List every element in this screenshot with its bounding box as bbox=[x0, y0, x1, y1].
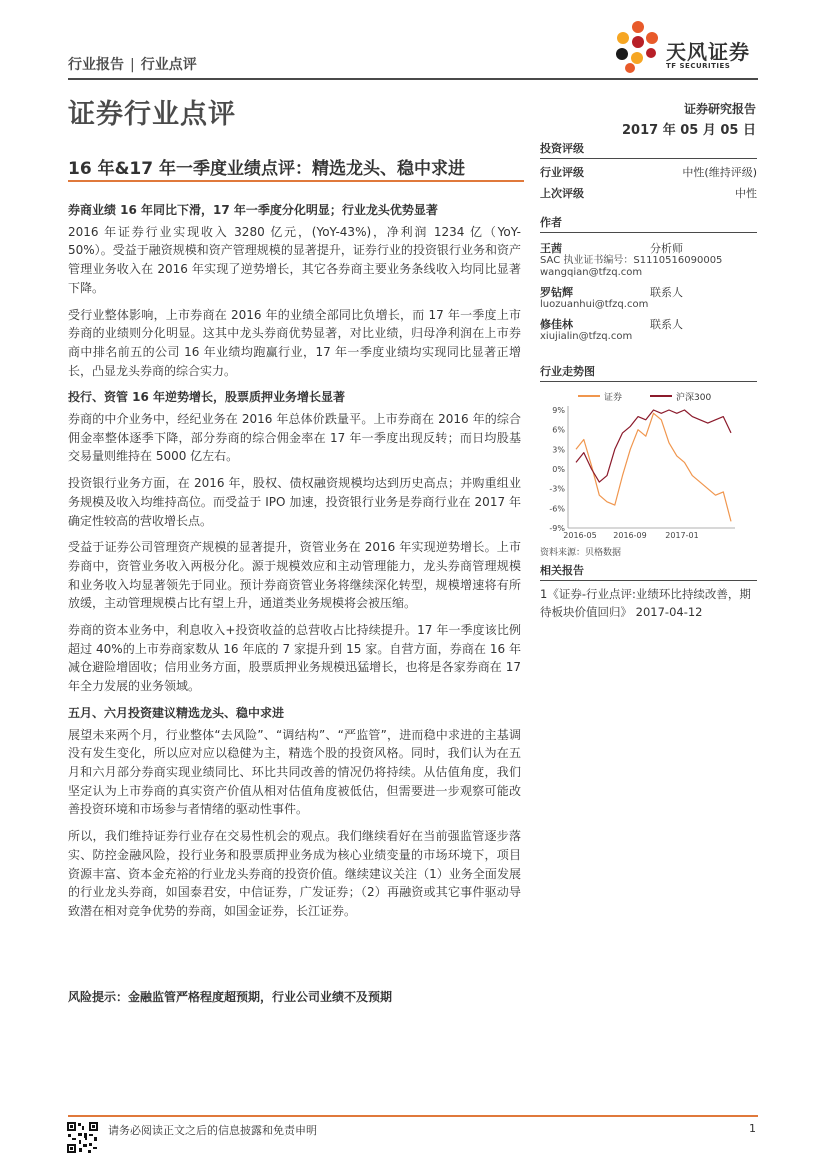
related-report-link[interactable]: 1《证券-行业点评:业绩环比持续改善，期待板块价值回归》 2017-04-12 bbox=[540, 587, 751, 619]
rating-panel bbox=[540, 140, 757, 201]
analyst-email[interactable]: luozuanhui@tfzq.com bbox=[540, 299, 649, 310]
qr-code-icon bbox=[66, 1121, 99, 1154]
trend-chart bbox=[540, 382, 757, 542]
legend-label: 沪深300 bbox=[676, 393, 712, 403]
rating-row bbox=[540, 164, 757, 180]
footer-divider bbox=[68, 1115, 758, 1117]
analyst-name: 王茜 bbox=[540, 242, 562, 255]
paragraph: 受行业整体影响，上市券商在 2016 年的业绩全部同比负增长，而 17 年一季度上市券商的业绩则分化明显。这其中龙头券商优势显著，对比业绩，归母净利润在上市券商中排名前五的公司 16 年业绩均跑赢行业，17 年一季度业绩均实现同比显著正增长，凸显龙头券商的综合实力。 bbox=[68, 307, 521, 378]
chart-source: 资料来源：贝格数据 bbox=[540, 548, 622, 558]
legend-label: 证券 bbox=[604, 393, 623, 403]
y-tick-label: 0% bbox=[552, 465, 565, 474]
y-tick-label: -6% bbox=[549, 504, 565, 514]
analyst-role: 联系人 bbox=[650, 286, 683, 299]
report-date: 2017 年 05 月 05 日 bbox=[622, 123, 756, 138]
chart-heading: 行业走势图 bbox=[540, 363, 757, 382]
breadcrumb-category: 行业点评 bbox=[140, 57, 197, 73]
series-line bbox=[576, 413, 731, 521]
analyst-role: 分析师 bbox=[650, 242, 683, 255]
y-tick-label: 3% bbox=[552, 445, 565, 455]
paragraph: 展望未来两个月，行业整体“去风险”、“调结构”、“严监管”，进而稳中求进的主基调没有发生变化，所以应对应以稳健为主，精选个股的投资风格。同时，我们认为在五月和六月部分券商实现业绩同比、环比共同改善的情况仍将持续。从估值角度，我们坚定认为上市券商的真实资产价值从相对估值角度被低估，但需要进一步观察可能改善投资环境和市场参与者情绪的驱动性事件。 bbox=[68, 727, 521, 817]
x-tick-label: 2016-09 bbox=[613, 531, 647, 540]
breadcrumb bbox=[68, 54, 197, 74]
breadcrumb-separator: | bbox=[130, 57, 135, 73]
analyst-card bbox=[540, 286, 757, 311]
paragraph: 2016 年证券行业实现收入 3280 亿元，(YoY-43%)，净利润 1234 亿（YoY-50%）。受益于融资规模和资产管理规模的显著提升，证券行业的投资银行业务和资产管理业务收入在 2016 年实现了逆势增长，其它各券商主要业务条线收入均同比显著下降。 bbox=[68, 224, 521, 295]
document-type: 证券行业点评 bbox=[68, 99, 236, 130]
analyst-name: 罗钻辉 bbox=[540, 286, 573, 299]
section-heading: 五月、六月投资建议精选龙头、稳中求进 bbox=[68, 705, 285, 720]
analyst-certificate: SAC 执业证书编号：S1110516090005 bbox=[540, 255, 723, 266]
paragraph: 券商的中介业务中，经纪业务在 2016 年总体价跌量平。上市券商在 2016 年的综合佣金率整体逐季下降，部分券商的综合佣金率在 17 年一季度出现反转；而日均股基交易量则维持在 5000 亿左右。 bbox=[68, 412, 521, 464]
last-rating-row bbox=[540, 185, 757, 201]
y-tick-label: 9% bbox=[552, 406, 565, 415]
last-rating-value: 中性 bbox=[735, 187, 757, 200]
author-panel bbox=[540, 214, 757, 343]
analyst-email[interactable]: wangqian@tfzq.com bbox=[540, 267, 643, 278]
related-panel bbox=[540, 562, 757, 621]
x-tick-label: 2016-05 bbox=[563, 531, 597, 540]
rating-value: 中性(维持评级) bbox=[682, 166, 757, 179]
related-heading: 相关报告 bbox=[540, 562, 757, 581]
logo-text: 天风证券 bbox=[666, 40, 750, 64]
analyst-name: 修佳林 bbox=[540, 318, 573, 331]
chart-panel bbox=[540, 363, 757, 558]
page-number: 1 bbox=[749, 1122, 756, 1135]
y-tick-label: -3% bbox=[549, 484, 565, 494]
top-divider bbox=[68, 78, 758, 80]
logo-icon bbox=[608, 18, 664, 74]
paragraph: 券商的资本业务中，利息收入+投资收益的总营收占比持续提升。17 年一季度该比例超过 40%的上市券商家数从 16 年底的 7 家提升到 15 家。自营方面，券商在 16 年减仓避险增固收；信用业务方面，股票质押业务规模迅猛增长，也将是各家券商在 17 年全力发展的业务领域。 bbox=[68, 623, 521, 694]
report-headline: 16 年&17 年一季度业绩点评：精选龙头、稳中求进 bbox=[68, 159, 465, 179]
y-tick-label: -9% bbox=[549, 524, 565, 533]
analyst-role: 联系人 bbox=[650, 318, 683, 331]
x-tick-label: 2017-01 bbox=[665, 531, 699, 540]
rating-label: 行业评级 bbox=[540, 166, 584, 179]
analyst-card bbox=[540, 318, 757, 343]
risk-warning: 风险提示：金融监管严格程度超预期，行业公司业绩不及预期 bbox=[68, 990, 393, 1004]
analyst-card bbox=[540, 242, 757, 279]
paragraph: 所以，我们维持证券行业存在交易性机会的观点。我们继续看好在当前强监管逐步落实、防控金融风险，投行业务和股票质押业务成为核心业绩变量的市场环境下，项目资源丰富、资本金充裕的行业龙头券商的投资价值。继续建议关注（1）业务全面发展的行业龙头券商，如国泰君安，中信证券，广发证券；（2）再融资或其它事件驱动导致潜在相对竞争优势的券商，如国金证券，长江证券。 bbox=[68, 829, 521, 918]
last-rating-label: 上次评级 bbox=[540, 187, 584, 200]
report-type: 证券研究报告 bbox=[683, 102, 756, 116]
disclaimer-notice: 请务必阅读正文之后的信息披露和免责申明 bbox=[108, 1124, 317, 1137]
paragraph: 投资银行业务方面，在 2016 年，股权、债权融资规模均达到历史高点；并购重组业务规模及收入均维持高位。而受益于 IPO 加速，投资银行业务是券商行业在 2017 年确定性较高的营收增长点。 bbox=[68, 476, 521, 528]
company-logo bbox=[608, 18, 768, 74]
series-line bbox=[576, 410, 731, 482]
analyst-email[interactable]: xiujialin@tfzq.com bbox=[540, 331, 633, 342]
section-heading: 券商业绩 16 年同比下滑，17 年一季度分化明显；行业龙头优势显著 bbox=[68, 203, 438, 217]
breadcrumb-report: 行业报告 bbox=[68, 57, 124, 73]
paragraph: 受益于证券公司管理资产规模的显著提升，资管业务在 2016 年实现逆势增长。上市券商中，资管业务收入两极分化。源于规模效应和主动管理能力，龙头券商管理规模和业务收入均显著领先于同业。预计券商资管业务将继续深化转型，规模增速将有所放缓，主动管理规模占比有望上升，通道类业务规模将会被压缩。 bbox=[68, 540, 521, 611]
main-content bbox=[68, 201, 521, 929]
section-heading: 投行、资管 16 年逆势增长，股票质押业务增长显著 bbox=[68, 390, 346, 405]
logo-subtext: TF SECURITIES bbox=[666, 62, 731, 70]
author-heading: 作者 bbox=[540, 214, 757, 233]
y-tick-label: 6% bbox=[552, 425, 565, 435]
rating-heading: 投资评级 bbox=[540, 140, 757, 159]
headline-divider bbox=[68, 180, 524, 182]
